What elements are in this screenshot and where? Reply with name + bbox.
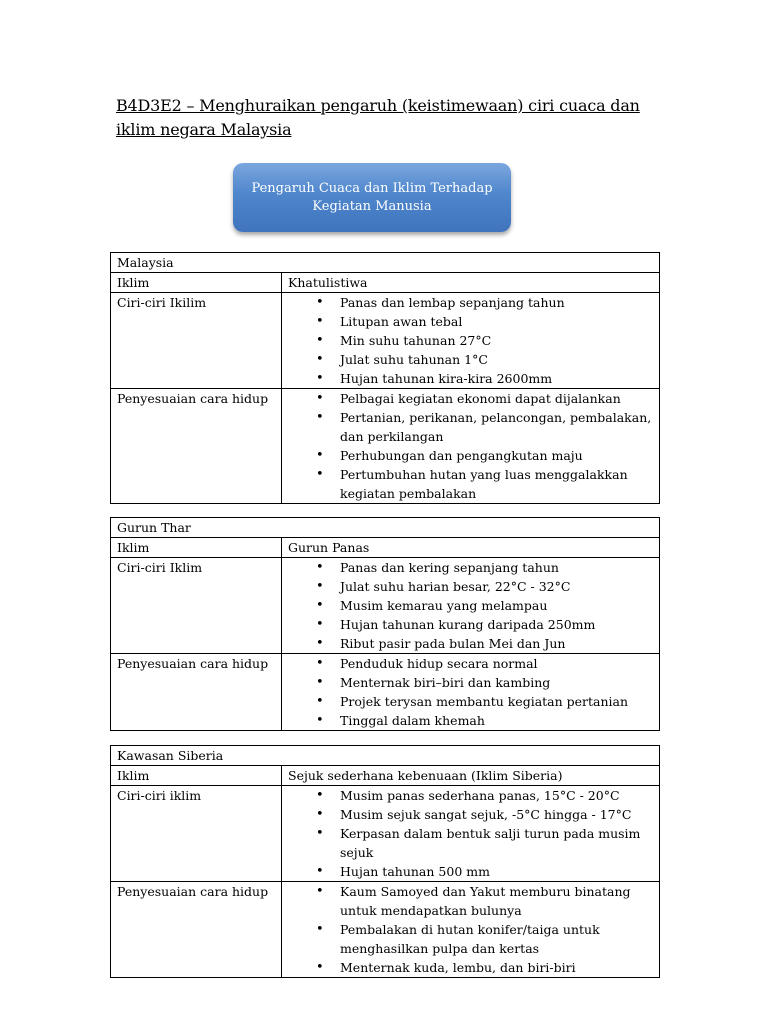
list-item: • Pembalakan di hutan konifer/taiga untuk menghasilkan pulpa dan kertas bbox=[340, 920, 653, 958]
ciri-label: Ciri-ciri Iklim bbox=[111, 558, 282, 654]
ciri-label: Ciri-ciri Ikilim bbox=[111, 293, 282, 389]
list-item: • Pertanian, perikanan, pelancongan, pembalakan, dan perkilangan bbox=[340, 408, 653, 446]
list-item: • Perhubungan dan pengangkutan maju bbox=[340, 446, 653, 465]
list-item: • Hujan tahunan kurang daripada 250mm bbox=[340, 615, 653, 634]
list-item: • Menternak kuda, lembu, dan biri-biri bbox=[340, 958, 653, 977]
iklim-label: Iklim bbox=[111, 766, 282, 786]
list-item: • Julat suhu tahunan 1°C bbox=[340, 350, 653, 369]
list-item: • Hujan tahunan kira-kira 2600mm bbox=[340, 369, 653, 388]
banner-line-2: Kegiatan Manusia bbox=[312, 198, 432, 214]
list-item: • Panas dan lembap sepanjang tahun bbox=[340, 293, 653, 312]
banner-box bbox=[233, 163, 511, 232]
ciri-label: Ciri-ciri iklim bbox=[111, 786, 282, 882]
list-item: • Musim panas sederhana panas, 15°C - 20°C bbox=[340, 786, 653, 805]
list-item: • Ribut pasir pada bulan Mei dan Jun bbox=[340, 634, 653, 653]
iklim-value: Khatulistiwa bbox=[282, 273, 660, 293]
penyesuaian-list bbox=[288, 654, 653, 730]
list-item: • Pelbagai kegiatan ekonomi dapat dijalankan bbox=[340, 389, 653, 408]
list-item: • Pertumbuhan hutan yang luas menggalakkan kegiatan pembalakan bbox=[340, 465, 653, 503]
list-item: • Musim kemarau yang melampau bbox=[340, 596, 653, 615]
ciri-cell bbox=[282, 293, 660, 389]
list-item: • Penduduk hidup secara normal bbox=[340, 654, 653, 673]
table-gurun-thar bbox=[110, 517, 660, 731]
banner-line-1: Pengaruh Cuaca dan Iklim Terhadap bbox=[251, 180, 493, 196]
ciri-list bbox=[288, 558, 653, 653]
region-name: Malaysia bbox=[111, 253, 660, 273]
penyesuaian-label: Penyesuaian cara hidup bbox=[111, 882, 282, 978]
table-kawasan-siberia bbox=[110, 745, 660, 978]
list-item: • Musim sejuk sangat sejuk, -5°C hingga - 17°C bbox=[340, 805, 653, 824]
penyesuaian-label: Penyesuaian cara hidup bbox=[111, 654, 282, 731]
list-item: • Tinggal dalam khemah bbox=[340, 711, 653, 730]
list-item: • Menternak biri–biri dan kambing bbox=[340, 673, 653, 692]
region-name: Gurun Thar bbox=[111, 518, 660, 538]
iklim-label: Iklim bbox=[111, 538, 282, 558]
penyesuaian-cell bbox=[282, 654, 660, 731]
iklim-label: Iklim bbox=[111, 273, 282, 293]
list-item: • Kerpasan dalam bentuk salji turun pada musim sejuk bbox=[340, 824, 653, 862]
iklim-value: Gurun Panas bbox=[282, 538, 660, 558]
list-item: • Julat suhu harian besar, 22°C - 32°C bbox=[340, 577, 653, 596]
iklim-value: Sejuk sederhana kebenuaan (Iklim Siberia) bbox=[282, 766, 660, 786]
list-item: • Panas dan kering sepanjang tahun bbox=[340, 558, 653, 577]
list-item: • Hujan tahunan 500 mm bbox=[340, 862, 653, 881]
list-item: • Min suhu tahunan 27°C bbox=[340, 331, 653, 350]
penyesuaian-list bbox=[288, 389, 653, 503]
page-title: B4D3E2 – Menghuraikan pengaruh (keistimewaan) ciri cuaca dan iklim negara Malaysia bbox=[116, 96, 640, 139]
list-item: • Projek terysan membantu kegiatan pertanian bbox=[340, 692, 653, 711]
region-name: Kawasan Siberia bbox=[111, 746, 660, 766]
ciri-cell bbox=[282, 786, 660, 882]
list-item: • Litupan awan tebal bbox=[340, 312, 653, 331]
penyesuaian-list bbox=[288, 882, 653, 977]
penyesuaian-label: Penyesuaian cara hidup bbox=[111, 389, 282, 504]
list-item: • Kaum Samoyed dan Yakut memburu binatang untuk mendapatkan bulunya bbox=[340, 882, 653, 920]
ciri-cell bbox=[282, 558, 660, 654]
table-malaysia bbox=[110, 252, 660, 504]
penyesuaian-cell bbox=[282, 389, 660, 504]
penyesuaian-cell bbox=[282, 882, 660, 978]
ciri-list bbox=[288, 786, 653, 881]
ciri-list bbox=[288, 293, 653, 388]
